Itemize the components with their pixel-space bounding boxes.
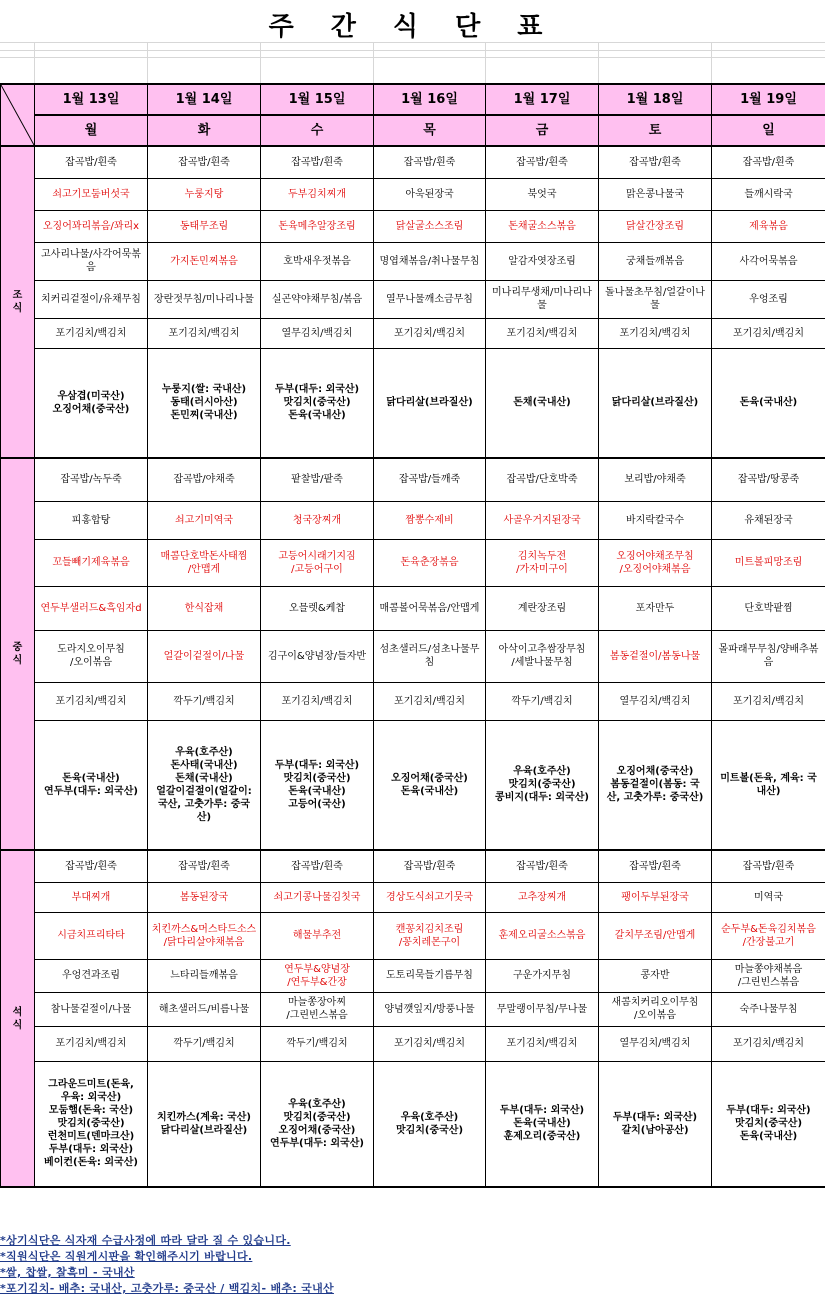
- menu-item: 포기김치/백김치: [35, 1026, 148, 1061]
- meal-label-char: 중: [12, 642, 23, 653]
- menu-item: 도라지오이무침 /오이볶음: [35, 630, 148, 682]
- menu-item: 우엉조림: [712, 280, 825, 318]
- origin-info: 돈육(국내산) 연두부(대두: 외국산): [35, 720, 148, 850]
- origin-info: 오징어채(중국산) 돈육(국내산): [374, 720, 486, 850]
- menu-item: 참나물겉절이/나물: [35, 992, 148, 1026]
- menu-item: 계란장조림: [486, 586, 599, 630]
- menu-row: [1, 992, 825, 1026]
- origin-row: [1, 720, 825, 850]
- menu-item: 포기김치/백김치: [486, 318, 599, 348]
- origin-info: 두부(대두: 외국산) 맛김치(중국산) 돈육(국내산): [712, 1061, 825, 1187]
- menu-item: 사골우거지된장국: [486, 501, 599, 539]
- menu-item: 실곤약야채무침/볶음: [261, 280, 374, 318]
- menu-row: [1, 586, 825, 630]
- menu-item: 아삭이고추쌈장무침 /세발나물무침: [486, 630, 599, 682]
- origin-info: 두부(대두: 외국산) 갈치(남아공산): [599, 1061, 712, 1187]
- menu-item: 잡곡밥/흰죽: [148, 146, 261, 178]
- menu-row: [1, 501, 825, 539]
- menu-item: 호박새우젓볶음: [261, 242, 374, 280]
- menu-item: 돈채굴소스볶음: [486, 210, 599, 242]
- menu-item: 잡곡밥/흰죽: [374, 146, 486, 178]
- meal-label-char: 식: [12, 655, 23, 666]
- menu-item: 두부김치찌개: [261, 178, 374, 210]
- menu-item: 궁채들깨볶음: [599, 242, 712, 280]
- meal-label-char: 석: [12, 1006, 23, 1018]
- menu-item: 포기김치/백김치: [712, 682, 825, 720]
- menu-item: 알감자엿장조림: [486, 242, 599, 280]
- menu-item: 잡곡밥/흰죽: [712, 850, 825, 882]
- menu-item: 사각어묵볶음: [712, 242, 825, 280]
- notes: [0, 1233, 825, 1297]
- weekday-cell: 수: [261, 115, 374, 146]
- origin-info: 우육(호주산) 돈사태(국내산) 돈채(국내산) 얼갈이겉절이(얼갈이: 국산, 고춧가루: 중국 산): [148, 720, 261, 850]
- menu-item: 닭살굴소스조림: [374, 210, 486, 242]
- menu-item: 잡곡밥/흰죽: [261, 146, 374, 178]
- menu-item: 오징어꽈리볶음/꽈리x: [35, 210, 148, 242]
- date-cell: 1월 13일: [35, 84, 148, 115]
- menu-item: 가지돈민찌볶음: [148, 242, 261, 280]
- menu-item: 숙주나물무침: [712, 992, 825, 1026]
- menu-item: 잡곡밥/흰죽: [599, 146, 712, 178]
- meal-label: [1, 146, 35, 458]
- menu-item: 치킨까스&머스타드소스 /닭다리살야채볶음: [148, 912, 261, 959]
- menu-item: 깍두기/백김치: [261, 1026, 374, 1061]
- menu-row: [1, 318, 825, 348]
- note-line: *쌀, 찹쌀, 찰흑미 - 국내산: [0, 1266, 135, 1279]
- menu-item: 잡곡밥/흰죽: [486, 850, 599, 882]
- origin-info: 우육(호주산) 맛김치(중국산) 콩비지(대두: 외국산): [486, 720, 599, 850]
- menu-item: 열무김치/백김치: [599, 1026, 712, 1061]
- menu-item: 얼갈이겉절이/나물: [148, 630, 261, 682]
- menu-row: [1, 682, 825, 720]
- menu-item: 우엉견과조림: [35, 959, 148, 992]
- menu-item: 잡곡밥/흰죽: [148, 850, 261, 882]
- menu-item: 팥찰밥/팥죽: [261, 458, 374, 501]
- menu-item: 포기김치/백김치: [712, 318, 825, 348]
- menu-item: 돌나물초무침/얼갈이나물: [599, 280, 712, 318]
- menu-item: 쇠고기모둠버섯국: [35, 178, 148, 210]
- menu-item: 돈육춘장볶음: [374, 539, 486, 586]
- menu-item: 바지락칼국수: [599, 501, 712, 539]
- menu-item: 명엽채볶음/취나물무침: [374, 242, 486, 280]
- menu-item: 연두부&양념장 /연두부&간장: [261, 959, 374, 992]
- menu-item: 치커리겉절이/유채무침: [35, 280, 148, 318]
- weekday-cell: 월: [35, 115, 148, 146]
- origin-row: [1, 348, 825, 458]
- menu-item: 경상도식쇠고기뭇국: [374, 882, 486, 912]
- menu-item: 북엇국: [486, 178, 599, 210]
- menu-item: 고추장찌개: [486, 882, 599, 912]
- menu-item: 잡곡밥/흰죽: [35, 146, 148, 178]
- menu-row: [1, 912, 825, 959]
- menu-item: 미역국: [712, 882, 825, 912]
- menu-item: 포기김치/백김치: [374, 682, 486, 720]
- menu-item: 몰파래무무침/양배추볶음: [712, 630, 825, 682]
- weekday-cell: 금: [486, 115, 599, 146]
- origin-info: 우육(호주산) 맛김치(중국산): [374, 1061, 486, 1187]
- menu-item: 김구이&양념장/들자반: [261, 630, 374, 682]
- menu-item: 닭살간장조림: [599, 210, 712, 242]
- menu-item: 포기김치/백김치: [148, 318, 261, 348]
- menu-item: 잡곡밥/들깨죽: [374, 458, 486, 501]
- menu-item: 오징어야채조무침 /오징어야채볶음: [599, 539, 712, 586]
- menu-row: [1, 242, 825, 280]
- menu-item: 열무나물깨소금무침: [374, 280, 486, 318]
- menu-item: 고등어시래기지짐 /고등어구이: [261, 539, 374, 586]
- menu-item: 포기김치/백김치: [712, 1026, 825, 1061]
- menu-item: 누룽지탕: [148, 178, 261, 210]
- menu-row: [1, 210, 825, 242]
- menu-item: 양념깻잎지/방풍나물: [374, 992, 486, 1026]
- menu-item: 깍두기/백김치: [148, 682, 261, 720]
- menu-item: 잡곡밥/땅콩죽: [712, 458, 825, 501]
- menu-item: 포기김치/백김치: [599, 318, 712, 348]
- menu-item: 포기김치/백김치: [486, 1026, 599, 1061]
- menu-item: 순두부&돈육김치볶음 /간장불고기: [712, 912, 825, 959]
- menu-item: 깍두기/백김치: [486, 682, 599, 720]
- page-title: 주 간 식 단 표: [268, 12, 557, 42]
- menu-item: 새콤치커리오이무침 /오이볶음: [599, 992, 712, 1026]
- menu-item: 장란젓무침/미나리나물: [148, 280, 261, 318]
- menu-item: 봄동겉절이/봄동나물: [599, 630, 712, 682]
- weekday-cell: 토: [599, 115, 712, 146]
- menu-item: 미나리무생채/미나리나물: [486, 280, 599, 318]
- menu-item: 포기김치/백김치: [35, 318, 148, 348]
- menu-item: 돈육메추알장조림: [261, 210, 374, 242]
- origin-info: 돈육(국내산): [712, 348, 825, 458]
- weekday-cell: 화: [148, 115, 261, 146]
- date-cell: 1월 14일: [148, 84, 261, 115]
- menu-item: 꼬들빼기제육볶음: [35, 539, 148, 586]
- menu-item: 섬초샐러드/섬초나물무침: [374, 630, 486, 682]
- menu-item: 잡곡밥/흰죽: [261, 850, 374, 882]
- menu-row: [1, 539, 825, 586]
- menu-item: 잡곡밥/단호박죽: [486, 458, 599, 501]
- menu-row: [1, 959, 825, 992]
- origin-info: 닭다리살(브라질산): [599, 348, 712, 458]
- menu-item: 포기김치/백김치: [374, 318, 486, 348]
- menu-item: 김치녹두전 /가자미구이: [486, 539, 599, 586]
- menu-item: 시금치프리타타: [35, 912, 148, 959]
- note-line: *직원식단은 직원게시판을 확인해주시기 바랍니다.: [0, 1250, 253, 1263]
- menu-row: [1, 458, 825, 501]
- menu-item: 잡곡밥/야채죽: [148, 458, 261, 501]
- menu-row: [1, 146, 825, 178]
- menu-item: 포기김치/백김치: [35, 682, 148, 720]
- menu-item: 동태무조림: [148, 210, 261, 242]
- menu-item: 콩자반: [599, 959, 712, 992]
- menu-row: [1, 1026, 825, 1061]
- menu-row: [1, 850, 825, 882]
- menu-item: 느타리들깨볶음: [148, 959, 261, 992]
- menu-item: 보리밥/야채죽: [599, 458, 712, 501]
- menu-item: 피홍합탕: [35, 501, 148, 539]
- menu-item: 해물부추전: [261, 912, 374, 959]
- menu-row: [1, 280, 825, 318]
- menu-item: 캔꽁치김치조림 /꽁치레몬구이: [374, 912, 486, 959]
- date-cell: 1월 18일: [599, 84, 712, 115]
- menu-item: 포기김치/백김치: [374, 1026, 486, 1061]
- menu-item: 잡곡밥/흰죽: [486, 146, 599, 178]
- menu-item: 제육볶음: [712, 210, 825, 242]
- menu-item: 유채된장국: [712, 501, 825, 539]
- menu-item: 맑은콩나물국: [599, 178, 712, 210]
- origin-info: 돈채(국내산): [486, 348, 599, 458]
- menu-item: 한식잡채: [148, 586, 261, 630]
- origin-info: 두부(대두: 외국산) 맛김치(중국산) 돈육(국내산) 고등어(국산): [261, 720, 374, 850]
- menu-item: 부대찌개: [35, 882, 148, 912]
- meal-label-char: 식: [12, 303, 23, 314]
- menu-item: 아욱된장국: [374, 178, 486, 210]
- menu-item: 잡곡밥/흰죽: [374, 850, 486, 882]
- menu-item: 봄동된장국: [148, 882, 261, 912]
- menu-item: 열무김치/백김치: [599, 682, 712, 720]
- menu-item: 잡곡밥/흰죽: [35, 850, 148, 882]
- origin-info: 우삼겹(미국산) 오징어채(중국산): [35, 348, 148, 458]
- origin-row: [1, 1061, 825, 1187]
- menu-item: 무말랭이무침/무나물: [486, 992, 599, 1026]
- menu-item: 쇠고기미역국: [148, 501, 261, 539]
- origin-info: 두부(대두: 외국산) 맛김치(중국산) 돈육(국내산): [261, 348, 374, 458]
- menu-item: 잡곡밥/흰죽: [599, 850, 712, 882]
- meal-label: [1, 850, 35, 1187]
- menu-item: 잡곡밥/흰죽: [712, 146, 825, 178]
- menu-item: 짬뽕수제비: [374, 501, 486, 539]
- menu-item: 팽이두부된장국: [599, 882, 712, 912]
- title-area: [0, 0, 825, 83]
- menu-row: [1, 178, 825, 210]
- origin-info: 두부(대두: 외국산) 돈육(국내산) 훈제오리(중국산): [486, 1061, 599, 1187]
- menu-item: 구운가지무침: [486, 959, 599, 992]
- meal-label-char: 조: [12, 290, 23, 301]
- origin-info: 그라운드미트(돈육, 우육: 외국산) 모둠햄(돈육: 국산) 맛김치(중국산) 런천미트(덴마크산) 두부(대두: 외국산) 베이컨(돈육: 외국산): [35, 1061, 148, 1187]
- menu-item: 도토리묵들기름무침: [374, 959, 486, 992]
- menu-item: 미트볼피망조림: [712, 539, 825, 586]
- menu-item: 훈제오리굴소스볶음: [486, 912, 599, 959]
- menu-row: [1, 630, 825, 682]
- origin-info: 오징어채(중국산) 봄동겉절이(봄동: 국 산, 고춧가루: 중국산): [599, 720, 712, 850]
- menu-item: 고사리나물/사각어묵볶음: [35, 242, 148, 280]
- note-line: *상기식단은 식자재 수급사정에 따라 달라 질 수 있습니다.: [0, 1234, 291, 1247]
- weekly-menu-table: [0, 83, 825, 1188]
- menu-item: 매콤볼어묵볶음/안맵게: [374, 586, 486, 630]
- date-row: [1, 84, 825, 115]
- menu-row: [1, 882, 825, 912]
- meal-label: [1, 458, 35, 850]
- origin-info: 닭다리살(브라질산): [374, 348, 486, 458]
- menu-item: 포기김치/백김치: [261, 682, 374, 720]
- note-line: *포기김치- 배추: 국내산, 고춧가루: 중국산 / 백김치- 배추: 국내산: [0, 1282, 334, 1295]
- menu-item: 포자만두: [599, 586, 712, 630]
- menu-item: 청국장찌개: [261, 501, 374, 539]
- menu-item: 마늘쫑야채볶음 /그린빈스볶음: [712, 959, 825, 992]
- menu-item: 들깨시락국: [712, 178, 825, 210]
- date-cell: 1월 19일: [712, 84, 825, 115]
- meal-label-char: 식: [12, 1019, 23, 1031]
- date-cell: 1월 16일: [374, 84, 486, 115]
- origin-info: 우육(호주산) 맛김치(중국산) 오징어채(중국산) 연두부(대두: 외국산): [261, 1061, 374, 1187]
- origin-info: 미트볼(돈육, 계육: 국 내산): [712, 720, 825, 850]
- origin-info: 치킨까스(계육: 국산) 닭다리살(브라질산): [148, 1061, 261, 1187]
- menu-item: 매콤단호박돈사태찜 /안맵게: [148, 539, 261, 586]
- date-cell: 1월 15일: [261, 84, 374, 115]
- date-cell: 1월 17일: [486, 84, 599, 115]
- menu-item: 쇠고기콩나물김칫국: [261, 882, 374, 912]
- menu-item: 연두부샐러드&흑임자d: [35, 586, 148, 630]
- menu-item: 해초샐러드/비름나물: [148, 992, 261, 1026]
- menu-item: 단호박팥찜: [712, 586, 825, 630]
- menu-item: 열무김치/백김치: [261, 318, 374, 348]
- menu-item: 마늘쫑장아찌 /그린빈스볶음: [261, 992, 374, 1026]
- weekday-cell: 목: [374, 115, 486, 146]
- menu-item: 깍두기/백김치: [148, 1026, 261, 1061]
- weekday-cell: 일: [712, 115, 825, 146]
- corner-cell: [1, 84, 35, 146]
- origin-info: 누룽지(쌀: 국내산) 동태(러시아산) 돈민찌(국내산): [148, 348, 261, 458]
- menu-item: 갈치무조림/안맵게: [599, 912, 712, 959]
- menu-item: 잡곡밥/녹두죽: [35, 458, 148, 501]
- menu-item: 오믈렛&케찹: [261, 586, 374, 630]
- weekday-row: [1, 115, 825, 146]
